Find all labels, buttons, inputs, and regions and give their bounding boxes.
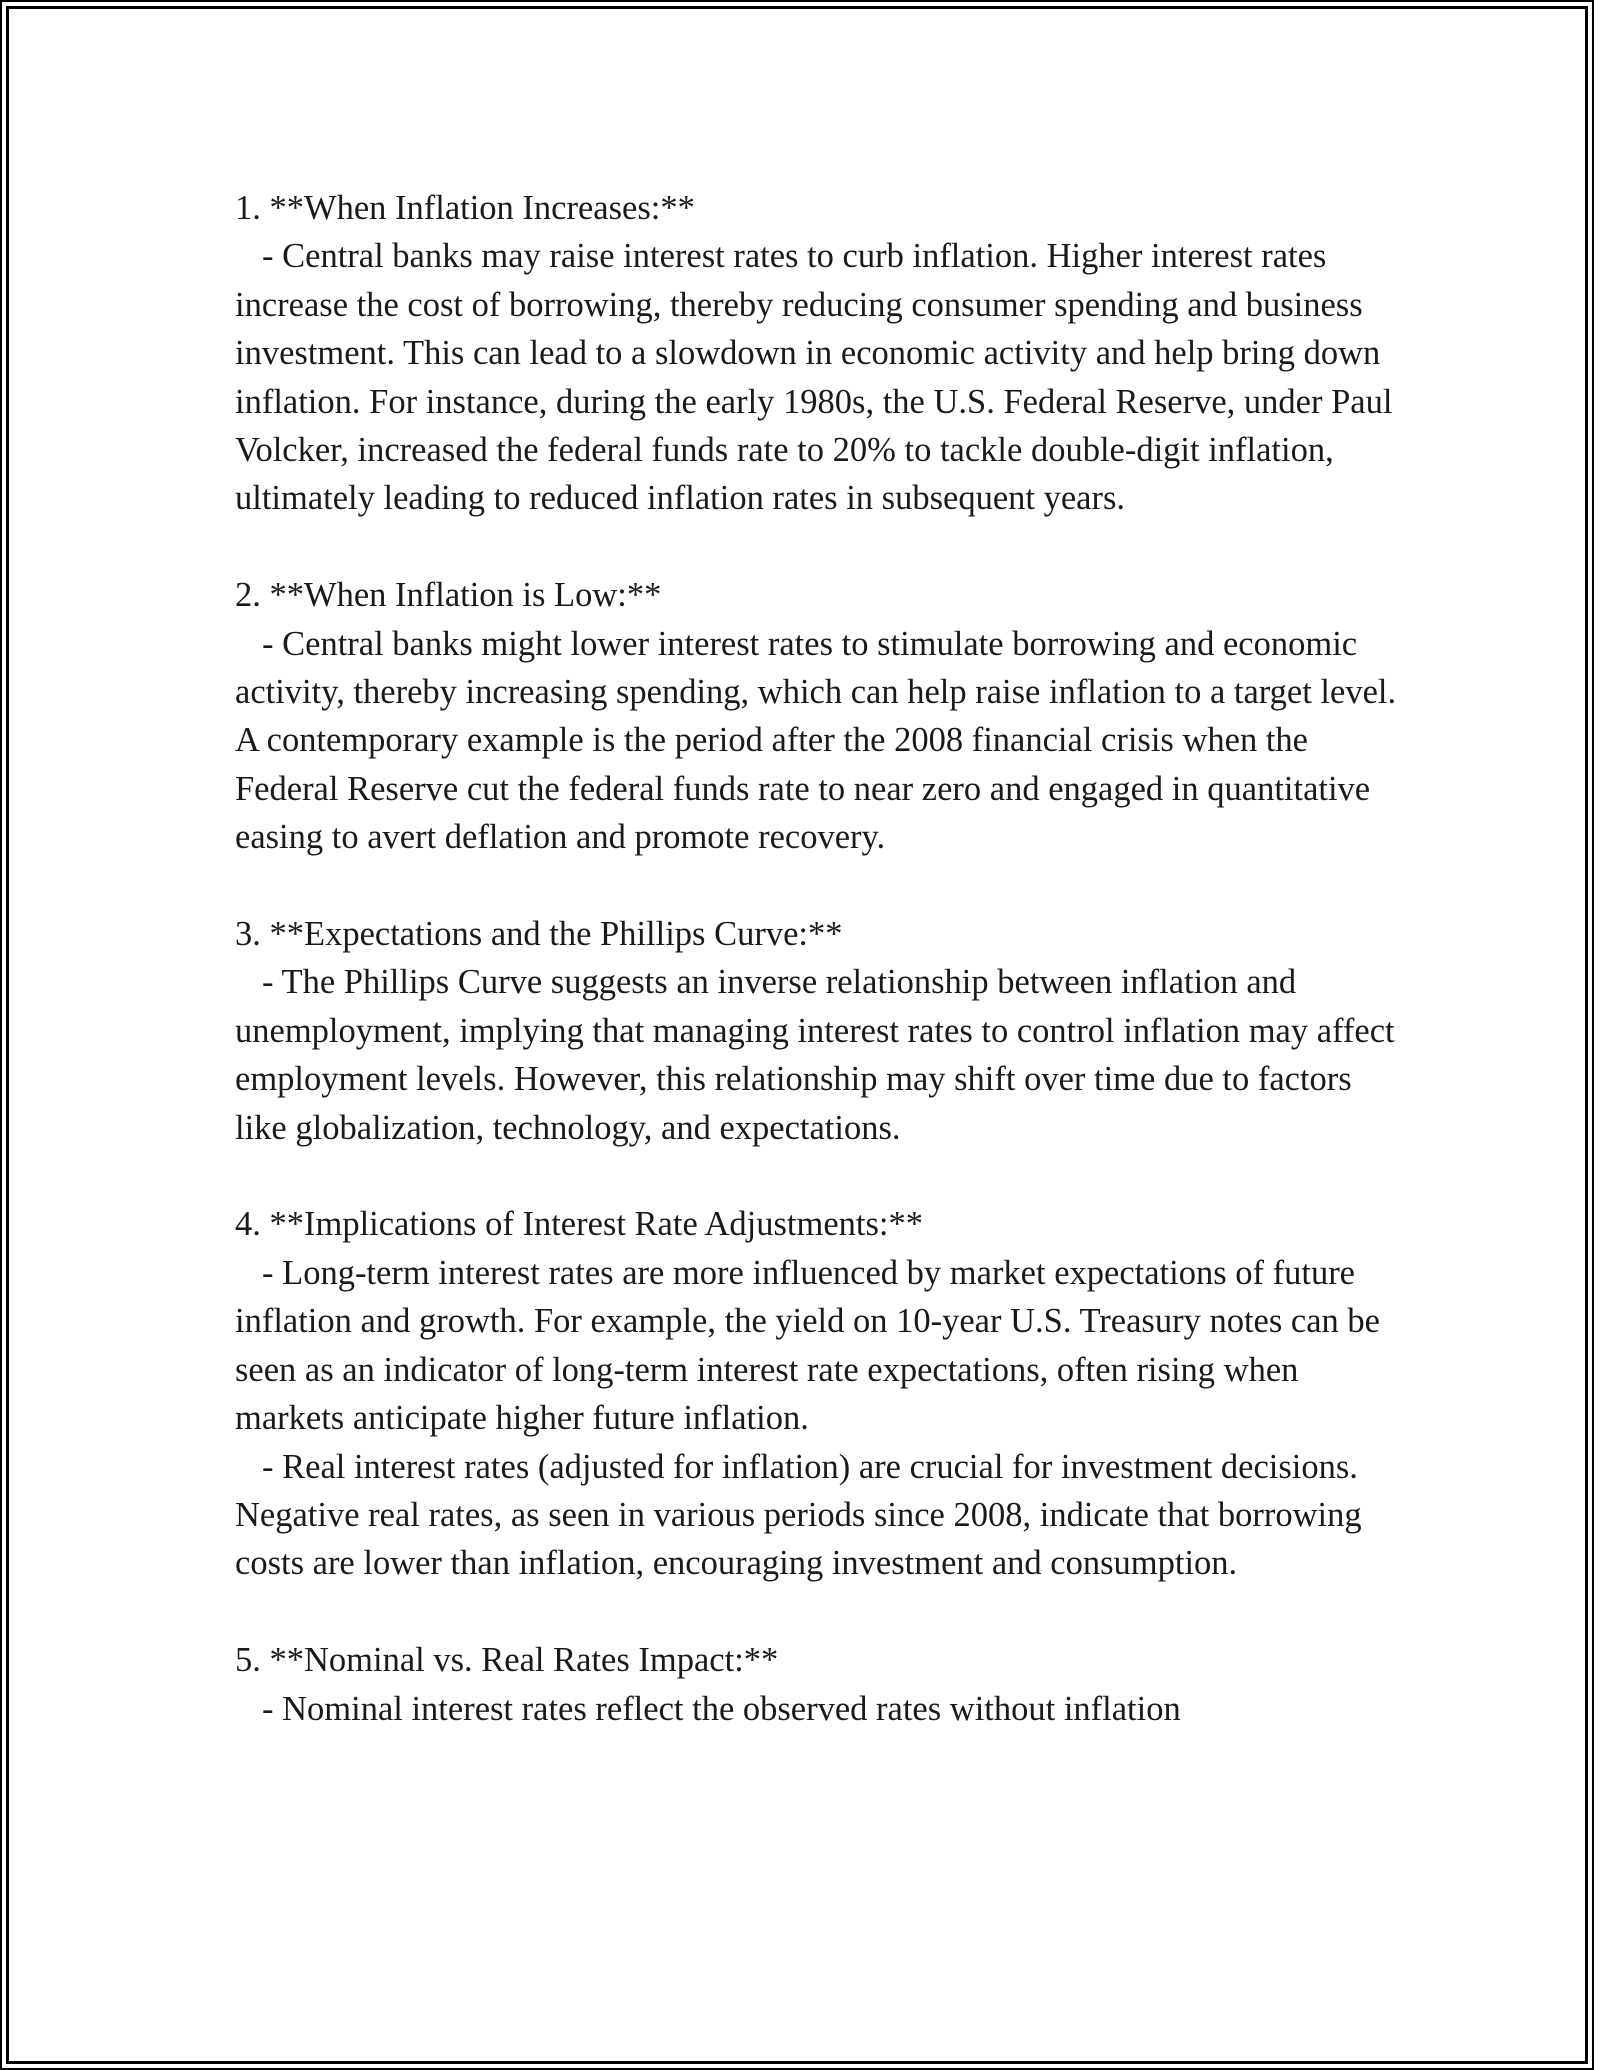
item-paragraph: - Nominal interest rates reflect the observed rates without inflation xyxy=(262,1689,1181,1728)
item-paragraph: - Central banks might lower interest rates to stimulate borrowing and economic activity, thereby increasing spending, which can help raise inflation to a target level. A contemporary example is the period after the 2008 financial crisis when the Federal Reserve cut the federal funds rate to near zero and engaged in quantitative easing to avert deflation and promote recovery. xyxy=(235,624,1403,857)
item-paragraph: - Real interest rates (adjusted for inflation) are crucial for investment decisions. Negative real rates, as seen in various periods since 2008, indicate that borrowing costs are lower than inflation, encouraging investment and consumption. xyxy=(235,1447,1371,1583)
item-paragraph: - Long-term interest rates are more influenced by market expectations of future inflation and growth. For example, the yield on 10-year U.S. Treasury notes can be seen as an indicator of long-term interest rate expectations, often rising when markets anticipate higher future inflation. xyxy=(235,1253,1389,1438)
list-item xyxy=(235,1636,1410,1733)
list-item xyxy=(235,184,1410,523)
item-heading: 2. **When Inflation is Low:** xyxy=(235,576,662,615)
document-body xyxy=(235,184,1410,1781)
item-heading: 4. **Implications of Interest Rate Adjustments:** xyxy=(235,1205,923,1244)
list-item xyxy=(235,1200,1410,1587)
list-item xyxy=(235,910,1410,1152)
list-item xyxy=(235,571,1410,861)
item-heading: 5. **Nominal vs. Real Rates Impact:** xyxy=(235,1641,779,1680)
item-paragraph: - The Phillips Curve suggests an inverse relationship between inflation and unemployment, implying that managing interest rates to control inflation may affect employment levels. However, this relationship may shift over time due to factors like globalization, technology, and expectations. xyxy=(235,963,1404,1147)
item-paragraph: - Central banks may raise interest rates to curb inflation. Higher interest rates increase the cost of borrowing, thereby reducing consumer spending and business investment. This can lead to a slowdown in economic activity and help bring down inflation. For instance, during the early 1980s, the U.S. Federal Reserve, under Paul Volcker, increased the federal funds rate to 20% to tackle double-digit inflation, ultimately leading to reduced inflation rates in subsequent years. xyxy=(235,237,1401,518)
item-heading: 1. **When Inflation Increases:** xyxy=(235,189,695,227)
item-heading: 3. **Expectations and the Phillips Curve:** xyxy=(235,915,843,954)
